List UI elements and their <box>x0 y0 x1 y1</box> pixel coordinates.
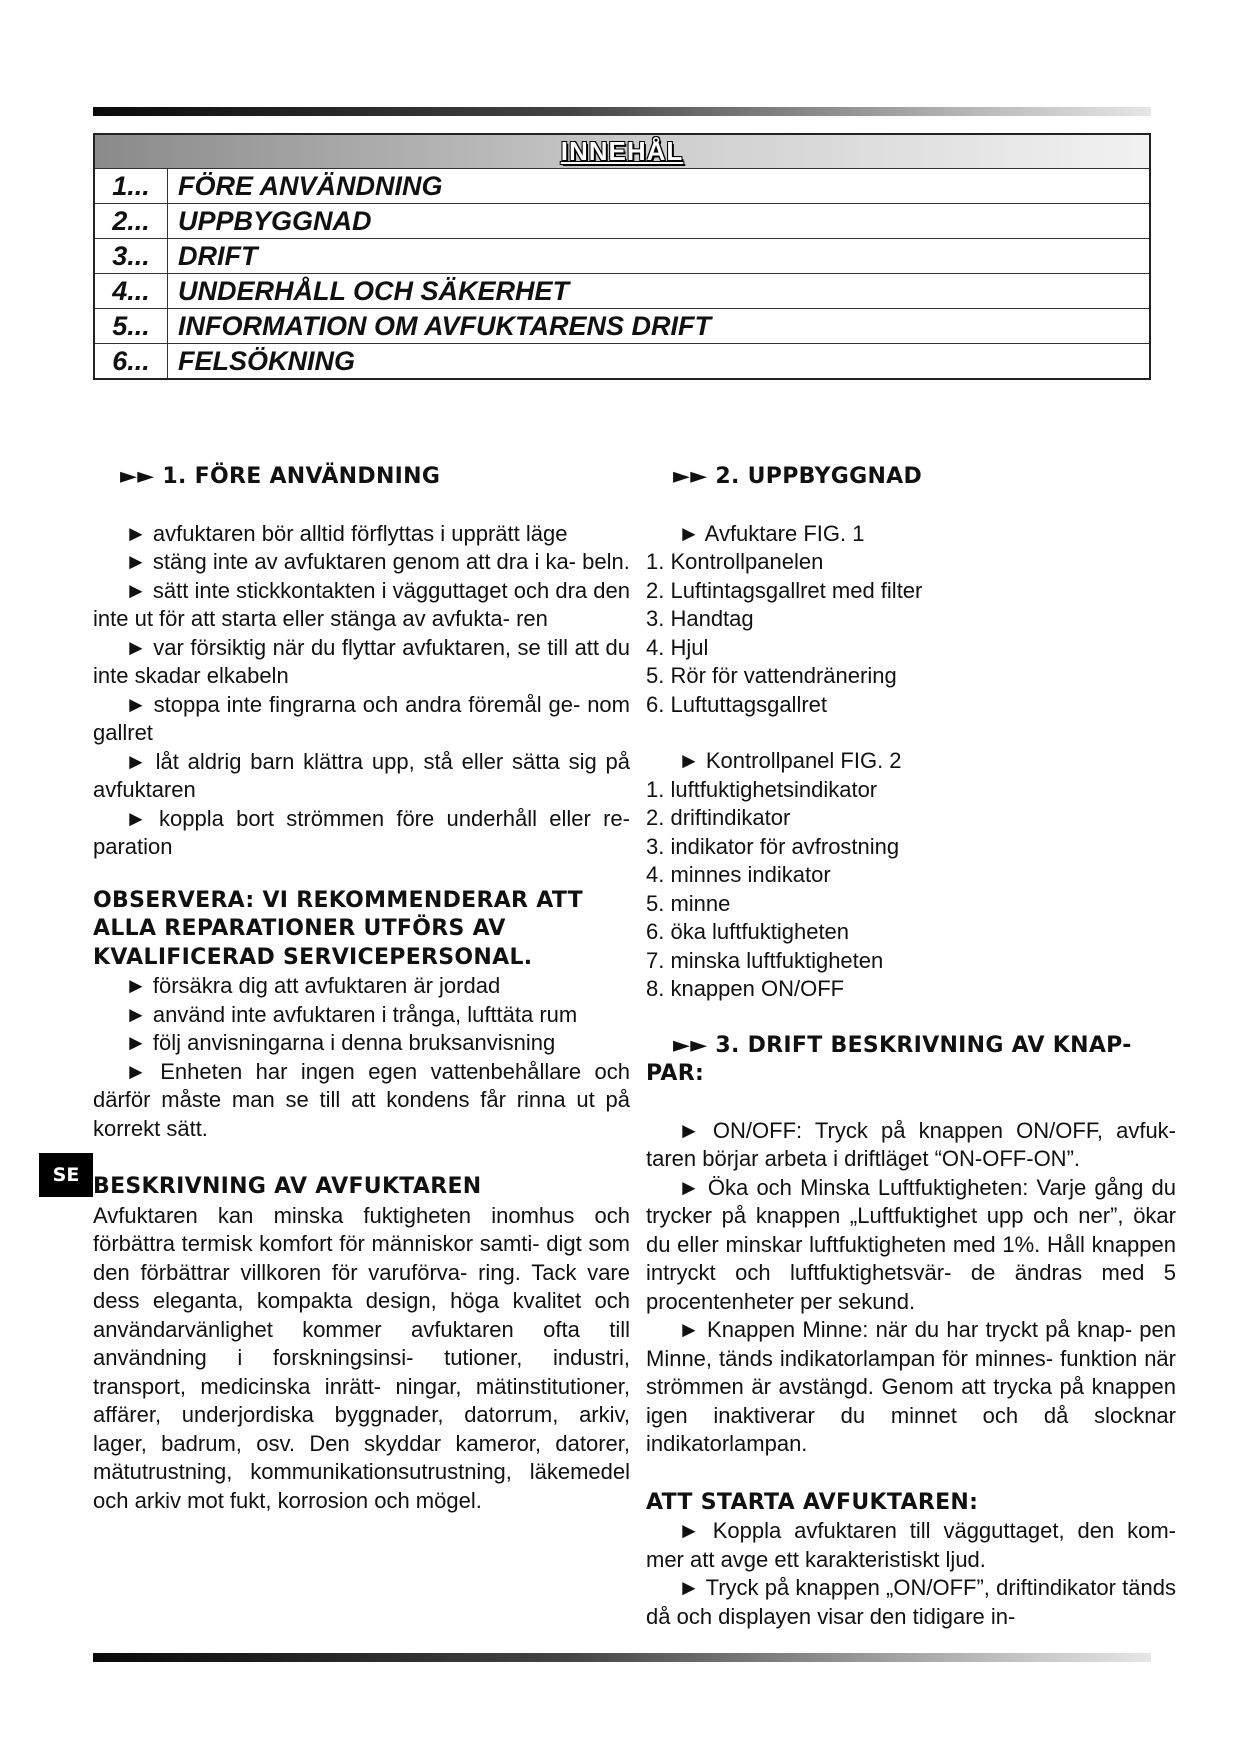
description-text: Avfuktaren kan minska fuktigheten inomhus och förbättra termisk komfort för människor samti- digt som den förbättrar villkoren för varuförva- ring. Tack vare dess eleganta, kompakta design, höga kvalitet och användarvänlighet kommer avfuktaren ofta till användning i forskningsinsi- tutioner, industri, transport, medicinska inrätt- ningar, mätinstitutioner, affärer, underjordiska byggnader, datorrum, arkiv, lager, badrum, osv. Den skyddar kameror, datorer, mätutrustning, kommunikationsutrustning, läkemedel och arkiv mot fukt, korrosion och mögel. <box>93 1202 630 1513</box>
safety-bullet: ► använd inte avfuktaren i trånga, lufttäta rum <box>125 1001 578 1027</box>
toc-row <box>94 239 1150 274</box>
top-rule <box>93 107 1151 116</box>
toc-header <box>94 134 1150 169</box>
repair-notice: OBSERVERA: VI REKOMMENDERAR ATT ALLA REPARATIONER UTFÖRS AV KVALIFICERAD SERVICEPERSONAL. <box>93 887 583 970</box>
toc-row-title: UNDERHÅLL OCH SÄKERHET <box>168 274 1151 309</box>
left-column <box>93 463 630 1515</box>
toc-row <box>94 204 1150 239</box>
fig2-label: ► Kontrollpanel FIG. 2 <box>678 748 902 773</box>
safety-bullet: ► avfuktaren bör alltid förflyttas i upprätt läge <box>125 520 568 546</box>
fig2-item: 1. luftfuktighetsindikator <box>646 776 878 802</box>
start-heading: ATT STARTA AVFUKTAREN: <box>646 1489 979 1515</box>
toc-row-title: INFORMATION OM AVFUKTARENS DRIFT <box>168 309 1151 344</box>
toc-row-title: UPPBYGGNAD <box>168 204 1151 239</box>
toc-row-number: 5... <box>94 309 168 344</box>
start-paragraph: ► Koppla avfuktaren till vägguttaget, den kom- mer att avge ett karakteristiskt ljud. <box>646 1518 1176 1572</box>
toc-row <box>94 274 1150 309</box>
safety-bullet: ► följ anvisningarna i denna bruksanvisning <box>125 1030 556 1055</box>
drift-paragraph: ► ON/OFF: Tryck på knappen ON/OFF, avfuk- taren börjar arbeta i driftläget “ON-OFF-ON”. <box>646 1117 1176 1171</box>
safety-bullet: ► stoppa inte fingrarna och andra föremål ge- nom gallret <box>93 691 630 745</box>
bottom-rule <box>93 1653 1151 1662</box>
safety-bullet: ► låt aldrig barn klättra upp, stå eller sätta sig på avfuktaren <box>93 748 630 802</box>
fig2-item: 3. indikator för avfrostning <box>646 833 900 859</box>
fig1-item: 6. Luftuttagsgallret <box>646 691 828 717</box>
toc-row-number: 4... <box>94 274 168 309</box>
fig2-item: 4. minnes indikator <box>646 862 831 887</box>
fig1-item: 1. Kontrollpanelen <box>646 549 824 574</box>
fig2-item: 5. minne <box>646 890 731 916</box>
drift-paragraph: ► Knappen Minne: när du har tryckt på knap- pen Minne, tänds indikatorlampan för minnes- funktion när strömmen är avstängd. Genom att trycka på knappen igen inaktiverar du minnet och då slocknar indikatorlampan. <box>646 1317 1176 1456</box>
description-heading: BESKRIVNING AV AVFUKTAREN <box>93 1174 482 1199</box>
toc-title: INNEHÅL <box>560 136 684 166</box>
language-tab-se: SE <box>39 1153 93 1197</box>
safety-bullet: ► försäkra dig att avfuktaren är jordad <box>125 973 501 998</box>
toc-row <box>94 344 1150 380</box>
toc-row-title: DRIFT <box>168 239 1151 274</box>
fig2-item: 2. driftindikator <box>646 805 791 830</box>
toc-row-number: 3... <box>94 239 168 274</box>
right-column <box>646 463 1176 1631</box>
fig2-item: 7. minska luftfuktigheten <box>646 947 884 973</box>
toc-row-number: 2... <box>94 204 168 239</box>
safety-bullet: ► var försiktig när du flyttar avfuktaren, se till att du inte skadar elkabeln <box>93 634 630 688</box>
fig1-item: 2. Luftintagsgallret med filter <box>646 577 923 603</box>
fig1-item: 3. Handtag <box>646 606 754 631</box>
drift-paragraph: ► Öka och Minska Luftfuktigheten: Varje gång du trycker på knappen „Luftfuktighet upp och ner”, ökar du eller minskar luftfuktigheten med 1%. Håll knappen intryckt och luftfuktighetsvär- de ändras med 5 procentenheter per sekund. <box>646 1174 1176 1314</box>
toc-row-title: FELSÖKNING <box>168 344 1151 380</box>
safety-bullet: ► koppla bort strömmen före underhåll eller re- paration <box>93 805 630 859</box>
toc-row <box>94 309 1150 344</box>
section-heading-uppbyggnad: ►► 2. UPPBYGGNAD <box>673 464 923 489</box>
safety-bullet: ► Enheten har ingen egen vattenbehållare och därför måste man se till att kondens får rinna ut på korrekt sätt. <box>93 1058 630 1141</box>
fig1-item: 5. Rör för vattendränering <box>646 663 897 688</box>
fig2-item: 6. öka luftfuktigheten <box>646 919 850 944</box>
fig1-label: ► Avfuktare FIG. 1 <box>678 520 865 546</box>
fig1-item: 4. Hjul <box>646 634 709 660</box>
section-heading-fore-anvandning: ►► 1. FÖRE ANVÄNDNING <box>120 464 441 489</box>
table-of-contents <box>93 133 1151 380</box>
safety-bullet: ► stäng inte av avfuktaren genom att dra i ka- beln. <box>125 549 630 574</box>
toc-row-number: 6... <box>94 344 168 380</box>
toc-row-number: 1... <box>94 169 168 204</box>
safety-bullet: ► sätt inte stickkontakten i vägguttaget och dra den inte ut för att starta eller stänga av avfukta- ren <box>93 577 630 631</box>
toc-row <box>94 169 1150 204</box>
start-paragraph: ► Tryck på knappen „ON/OFF”, driftindikator tänds då och displayen visar den tidigare in- <box>646 1575 1176 1629</box>
fig2-item: 8. knappen ON/OFF <box>646 976 845 1001</box>
toc-row-title: FÖRE ANVÄNDNING <box>168 169 1151 204</box>
section-heading-drift: ►► 3. DRIFT BESKRIVNING AV KNAP- PAR: <box>646 1032 1132 1086</box>
